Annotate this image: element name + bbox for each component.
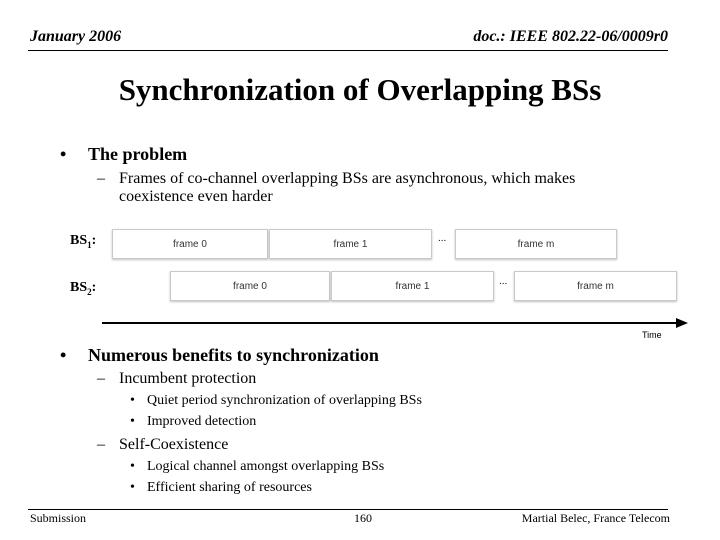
section1-sub-line2: coexistence even harder [119,188,273,205]
dash-icon: – [97,436,105,453]
footer-author: Martial Belec, France Telecom [521,511,670,525]
footer-page-number: 160 [354,511,372,525]
footer-rule [28,509,668,510]
footer-submission: Submission [30,511,87,525]
time-label: Time [642,330,662,340]
header-doc-id: doc.: IEEE 802.22-06/0009r0 [473,28,668,45]
bs1-frame-1: frame 1 [269,229,432,259]
bs2-frame-m: frame m [514,271,677,301]
benefit-item-label: Incumbent protection [119,370,257,387]
bullet-icon: • [60,345,67,365]
benefit-item-label: Self-Coexistence [119,436,229,453]
benefit-subitem: Logical channel amongst overlapping BSs [147,459,385,474]
bullet-icon: • [130,459,135,474]
bullet-icon: • [130,414,135,429]
benefit-subitem: Quiet period synchronization of overlapping BSs [147,393,422,408]
section1-sub-line1: Frames of co-channel overlapping BSs are asynchronous, which makes [119,170,576,187]
bs2-ellipsis: ... [499,276,508,287]
bs2-frame-0: frame 0 [170,271,330,301]
header-rule [28,50,668,51]
bs2-label: $BS_2$: [70,280,97,297]
section2-heading: Numerous benefits to synchronization [88,345,379,365]
section1-heading: The problem [88,144,188,164]
header-date: January 2006 [30,28,122,45]
bullet-icon: • [130,393,135,408]
bullet-icon: • [130,480,135,495]
time-axis-arrow-icon [100,316,690,332]
benefit-subitem: Efficient sharing of resources [147,480,312,495]
bs1-frame-0: frame 0 [112,229,268,259]
dash-icon: – [97,370,105,387]
dash-icon: – [97,170,105,187]
bs2-frame-1: frame 1 [331,271,494,301]
section1-sub [119,170,679,206]
bullet-icon: • [60,144,67,164]
benefit-subitem: Improved detection [147,414,257,429]
bs1-ellipsis: ... [438,233,447,244]
slide-title: Synchronization of Overlapping BSs [118,72,602,107]
bs1-label: $BS_1$: [70,233,97,250]
bs1-frame-m: frame m [455,229,617,259]
